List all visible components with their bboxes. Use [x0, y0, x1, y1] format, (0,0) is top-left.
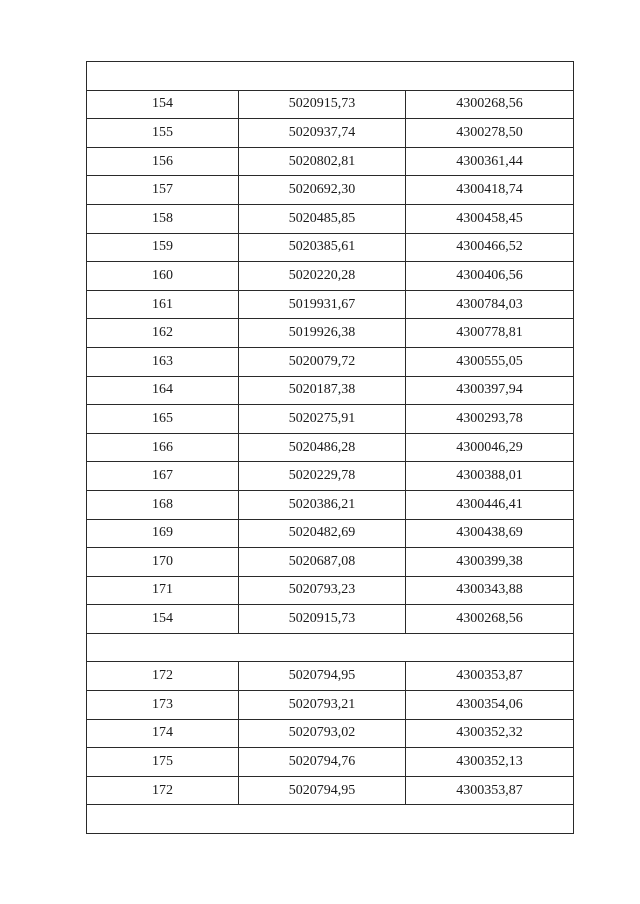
group-separator-row-cell [87, 805, 574, 834]
x-coordinate-cell: 5020794,76 [239, 748, 406, 777]
table-row [87, 262, 574, 291]
group-separator-row [87, 633, 574, 662]
y-coordinate-cell: 4300388,01 [406, 462, 574, 491]
point-number-cell: 173 [87, 691, 239, 720]
point-number-cell: 168 [87, 490, 239, 519]
y-coordinate-cell: 4300406,56 [406, 262, 574, 291]
x-coordinate-cell: 5020794,95 [239, 662, 406, 691]
x-coordinate-cell: 5020793,23 [239, 576, 406, 605]
y-coordinate-cell: 4300046,29 [406, 433, 574, 462]
x-coordinate-cell: 5020386,21 [239, 490, 406, 519]
table-row [87, 147, 574, 176]
point-number-cell: 157 [87, 176, 239, 205]
x-coordinate-cell: 5020802,81 [239, 147, 406, 176]
x-coordinate-cell: 5020687,08 [239, 548, 406, 577]
y-coordinate-cell: 4300353,87 [406, 776, 574, 805]
y-coordinate-cell: 4300293,78 [406, 405, 574, 434]
coordinates-table [86, 61, 574, 834]
point-number-cell: 162 [87, 319, 239, 348]
y-coordinate-cell: 4300418,74 [406, 176, 574, 205]
coordinates-table-body [87, 62, 574, 834]
point-number-cell: 169 [87, 519, 239, 548]
x-coordinate-cell: 5020486,28 [239, 433, 406, 462]
table-row [87, 90, 574, 119]
table-row [87, 576, 574, 605]
x-coordinate-cell: 5020485,85 [239, 204, 406, 233]
table-row [87, 776, 574, 805]
table-row [87, 290, 574, 319]
table-row [87, 433, 574, 462]
point-number-cell: 155 [87, 119, 239, 148]
table-row [87, 176, 574, 205]
point-number-cell: 154 [87, 90, 239, 119]
group-separator-row [87, 805, 574, 834]
table-row [87, 119, 574, 148]
y-coordinate-cell: 4300268,56 [406, 90, 574, 119]
y-coordinate-cell: 4300399,38 [406, 548, 574, 577]
table-row [87, 233, 574, 262]
x-coordinate-cell: 5020385,61 [239, 233, 406, 262]
x-coordinate-cell: 5020220,28 [239, 262, 406, 291]
table-row [87, 490, 574, 519]
x-coordinate-cell: 5020275,91 [239, 405, 406, 434]
y-coordinate-cell: 4300555,05 [406, 347, 574, 376]
point-number-cell: 166 [87, 433, 239, 462]
point-number-cell: 174 [87, 719, 239, 748]
x-coordinate-cell: 5020915,73 [239, 90, 406, 119]
point-number-cell: 159 [87, 233, 239, 262]
y-coordinate-cell: 4300352,32 [406, 719, 574, 748]
y-coordinate-cell: 4300397,94 [406, 376, 574, 405]
y-coordinate-cell: 4300778,81 [406, 319, 574, 348]
point-number-cell: 171 [87, 576, 239, 605]
x-coordinate-cell: 5019926,38 [239, 319, 406, 348]
table-row [87, 662, 574, 691]
x-coordinate-cell: 5020937,74 [239, 119, 406, 148]
point-number-cell: 172 [87, 776, 239, 805]
table-row [87, 462, 574, 491]
y-coordinate-cell: 4300466,52 [406, 233, 574, 262]
point-number-cell: 160 [87, 262, 239, 291]
y-coordinate-cell: 4300784,03 [406, 290, 574, 319]
table-row [87, 376, 574, 405]
point-number-cell: 156 [87, 147, 239, 176]
y-coordinate-cell: 4300361,44 [406, 147, 574, 176]
group-separator-row-cell [87, 633, 574, 662]
point-number-cell: 167 [87, 462, 239, 491]
table-row [87, 605, 574, 634]
y-coordinate-cell: 4300268,56 [406, 605, 574, 634]
x-coordinate-cell: 5020915,73 [239, 605, 406, 634]
point-number-cell: 161 [87, 290, 239, 319]
y-coordinate-cell: 4300352,13 [406, 748, 574, 777]
table-row [87, 204, 574, 233]
y-coordinate-cell: 4300354,06 [406, 691, 574, 720]
y-coordinate-cell: 4300343,88 [406, 576, 574, 605]
point-number-cell: 172 [87, 662, 239, 691]
x-coordinate-cell: 5020793,21 [239, 691, 406, 720]
table-row [87, 548, 574, 577]
y-coordinate-cell: 4300278,50 [406, 119, 574, 148]
point-number-cell: 170 [87, 548, 239, 577]
y-coordinate-cell: 4300446,41 [406, 490, 574, 519]
point-number-cell: 165 [87, 405, 239, 434]
y-coordinate-cell: 4300353,87 [406, 662, 574, 691]
x-coordinate-cell: 5020229,78 [239, 462, 406, 491]
x-coordinate-cell: 5020794,95 [239, 776, 406, 805]
point-number-cell: 163 [87, 347, 239, 376]
x-coordinate-cell: 5020482,69 [239, 519, 406, 548]
y-coordinate-cell: 4300438,69 [406, 519, 574, 548]
x-coordinate-cell: 5020187,38 [239, 376, 406, 405]
table-row [87, 319, 574, 348]
x-coordinate-cell: 5019931,67 [239, 290, 406, 319]
table-row [87, 691, 574, 720]
group-separator-row-cell [87, 62, 574, 91]
table-row [87, 748, 574, 777]
table-row [87, 347, 574, 376]
group-separator-row [87, 62, 574, 91]
x-coordinate-cell: 5020793,02 [239, 719, 406, 748]
point-number-cell: 175 [87, 748, 239, 777]
table-row [87, 719, 574, 748]
table-row [87, 405, 574, 434]
y-coordinate-cell: 4300458,45 [406, 204, 574, 233]
x-coordinate-cell: 5020079,72 [239, 347, 406, 376]
x-coordinate-cell: 5020692,30 [239, 176, 406, 205]
point-number-cell: 154 [87, 605, 239, 634]
point-number-cell: 158 [87, 204, 239, 233]
point-number-cell: 164 [87, 376, 239, 405]
table-row [87, 519, 574, 548]
